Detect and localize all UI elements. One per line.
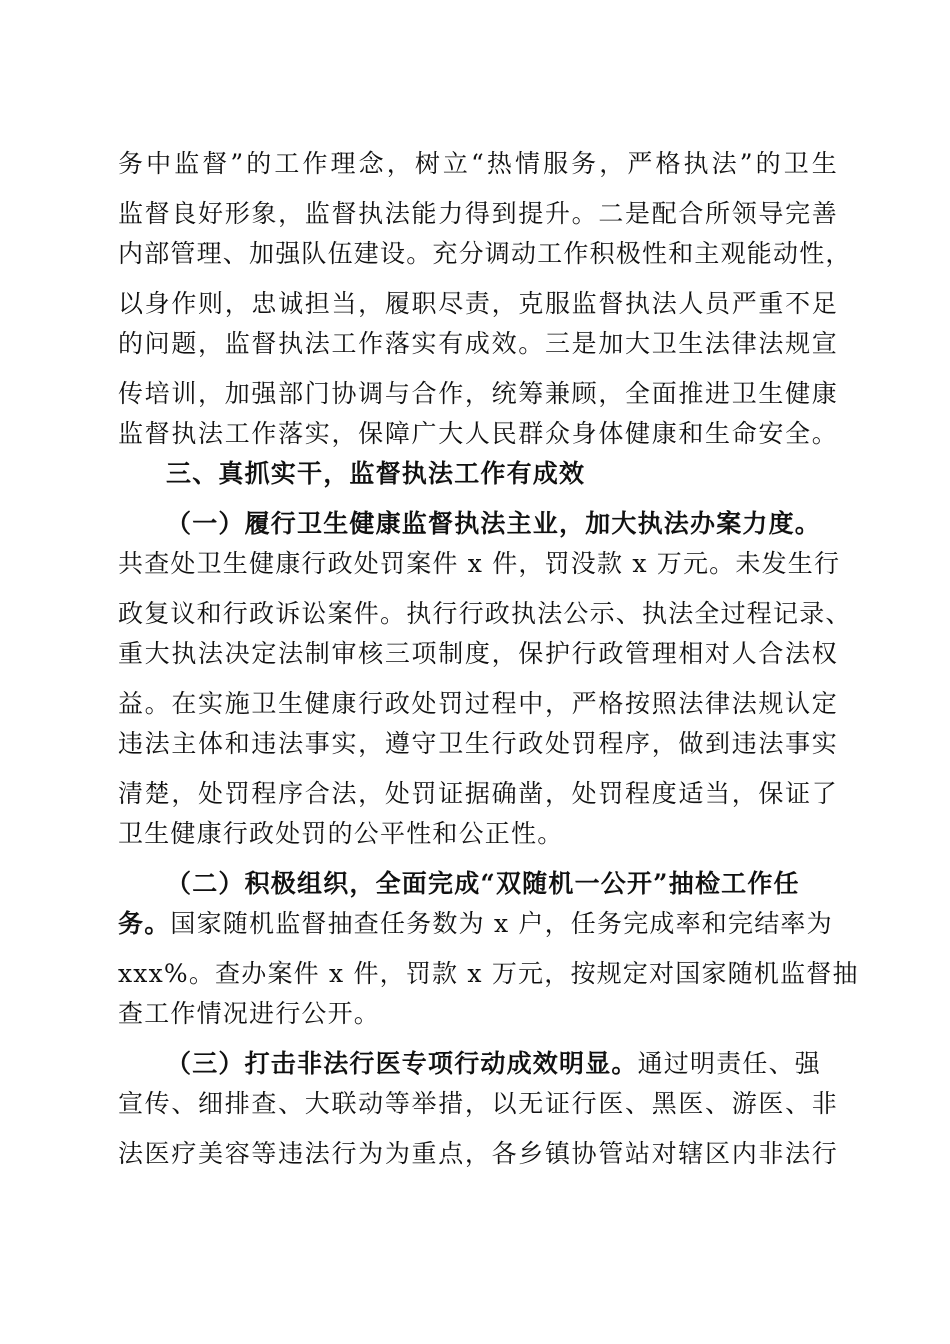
body-text-line: 监督良好形象，监督执法能力得到提升。二是配合所领导完善	[118, 199, 838, 228]
body-text-line: 务中监督”的工作理念，树立“热情服务，严格执法”的卫生	[118, 149, 838, 178]
item-title: （一）履行卫生健康监督执法主业，加大执法办案力度。	[166, 509, 822, 538]
body-text-segment: 国家随机监督抽查任务数为 x 户，任务完成率和完结率为	[170, 909, 833, 938]
body-text-line: 卫生健康行政处罚的公平性和公正性。	[118, 819, 564, 848]
item-title-cont: 务。	[118, 909, 171, 938]
item-title: （二）积极组织，全面完成“双随机一公开”抽检工作任	[166, 869, 800, 898]
body-text-line: xxx%。查办案件 x 件，罚款 x 万元，按规定对国家随机监督抽	[118, 959, 859, 988]
body-text-line: 监督执法工作落实，保障广大人民群众身体健康和生命安全。	[118, 419, 838, 448]
body-text-line: 违法主体和违法事实，遵守卫生行政处罚程序，做到违法事实	[118, 729, 838, 758]
body-text-line: 的问题，监督执法工作落实有成效。三是加大卫生法律法规宣	[118, 329, 838, 358]
body-text-line: 法医疗美容等违法行为为重点，各乡镇协管站对辖区内非法行	[118, 1139, 838, 1168]
body-text-line: 以身作则，忠诚担当，履职尽责，克服监督执法人员严重不足	[118, 289, 838, 318]
body-text-line: 内部管理、加强队伍建设。充分调动工作积极性和主观能动性，	[118, 239, 852, 268]
body-text-line: 传培训，加强部门协调与合作，统筹兼顾，全面推进卫生健康	[118, 379, 838, 408]
body-text-line: 政复议和行政诉讼案件。执行行政执法公示、执法全过程记录、	[118, 599, 852, 628]
body-text-segment: 通过明责任、强	[637, 1049, 822, 1078]
body-text-line: 共查处卫生健康行政处罚案件 x 件，罚没款 x 万元。未发生行	[118, 549, 841, 578]
body-text-line: 宣传、细排查、大联动等举措，以无证行医、黑医、游医、非	[118, 1089, 838, 1118]
section-heading: 三、真抓实干，监督执法工作有成效	[166, 459, 586, 488]
body-text-line: 重大执法决定法制审核三项制度，保护行政管理相对人合法权	[118, 639, 838, 668]
body-text-line: 益。在实施卫生健康行政处罚过程中，严格按照法律法规认定	[118, 689, 838, 718]
body-text-line	[166, 1046, 838, 1082]
body-text-line: 查工作情况进行公开。	[118, 999, 381, 1028]
body-text-line	[118, 906, 838, 942]
item-title: （三）打击非法行医专项行动成效明显。	[166, 1049, 638, 1078]
body-text-line: 清楚，处罚程序合法，处罚证据确凿，处罚程度适当，保证了	[118, 779, 838, 808]
